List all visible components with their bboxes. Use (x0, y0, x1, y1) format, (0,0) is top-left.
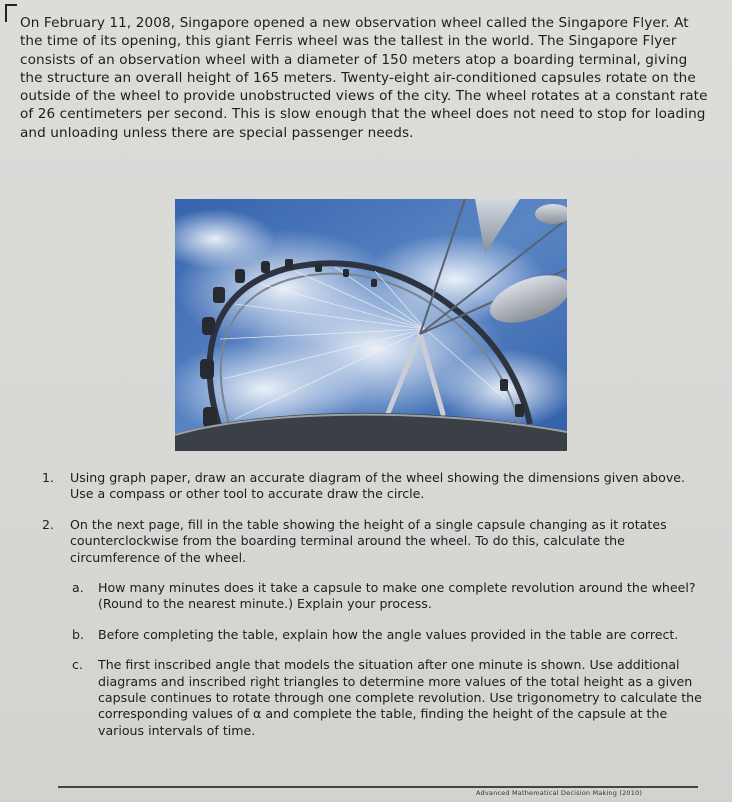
part-label: c. (72, 657, 83, 673)
question-2 (42, 517, 702, 566)
text-cursor-icon (5, 4, 17, 22)
part-label: a. (72, 580, 84, 596)
question-text: Using graph paper, draw an accurate diagram of the wheel showing the dimensions given above. Use a compass or other tool to accurate draw the circle. (70, 470, 686, 502)
question-number: 2. (42, 516, 55, 532)
part-text: The first inscribed angle that models the situation after one minute is shown. Use additional diagrams and inscribed right triangles to determine more values of the total height as a given capsule continues to rotate through one complete revolution. Use trigonometry to calculate the corresponding values of α and complete the table, finding the height of the capsule at the various intervals of time. (98, 657, 702, 738)
question-2b (72, 627, 702, 643)
question-1 (42, 470, 702, 503)
footer-source: Advanced Mathematical Decision Making (2010) (476, 789, 643, 797)
question-2c (72, 657, 702, 739)
questions-list (42, 470, 702, 753)
part-label: b. (72, 626, 84, 642)
question-text: On the next page, fill in the table showing the height of a single capsule changing as it rotates counterclockwise from the boarding terminal around the wheel. To do this, calculate the circumference of the wheel. (70, 516, 667, 565)
question-2a (72, 580, 702, 613)
part-text: How many minutes does it take a capsule to make one complete revolution around the wheel? (Round to the nearest minute.) Explain your process. (98, 580, 696, 612)
singapore-flyer-photo (175, 199, 567, 451)
question-number: 1. (42, 470, 55, 485)
part-text: Before completing the table, explain how the angle values provided in the table are correct. (98, 626, 679, 642)
intro-paragraph: On February 11, 2008, Singapore opened a new observation wheel called the Singapore Flyer. At the time of its opening, this giant Ferris wheel was the tallest in the world. The Singapore Flyer consists of an observation wheel with a diameter of 150 meters atop a boarding terminal, giving the structure an overall height of 165 meters. Twenty-eight air-conditioned capsules rotate on the outside of the wheel to provide unobstructed views of the city. The wheel rotates at a constant rate of 26 centimeters per second. This is slow enough that the wheel does not need to stop for loading and unloading unless there are special passenger needs. (20, 15, 708, 141)
ferris-wheel-image (175, 199, 567, 451)
footer-divider (58, 786, 698, 788)
